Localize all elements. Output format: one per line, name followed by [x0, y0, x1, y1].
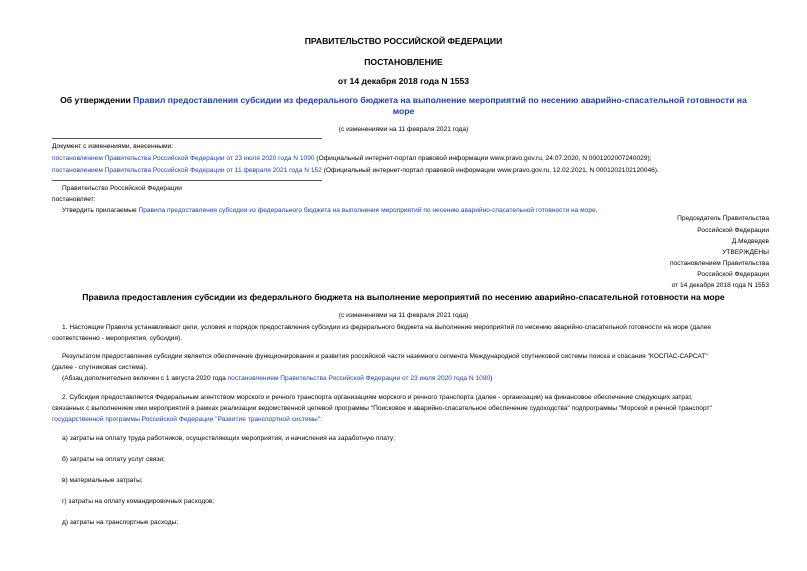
rules-paragraph-2-cont: (далее - спутниковая система). [52, 364, 148, 371]
amendment-link-1090[interactable]: постановлением Правительства Российской Федерации от 23 июля 2020 года N 1090 [52, 155, 315, 162]
approved-label: УТВЕРЖДЕНЫ [722, 249, 769, 256]
approve-paragraph [62, 207, 598, 214]
preamble-resolves: постановляет: [52, 196, 96, 203]
title-rules-link[interactable]: Правил предоставления субсидии из федерального бюджета на выполнение мероприятий по несению аварийно-спасательной готовности на [133, 95, 747, 105]
date-number-heading: от 14 декабря 2018 года N 1553 [337, 76, 470, 86]
rules-paragraph-2-note [62, 375, 492, 382]
list-item: г) затраты на оплату командировочных расходов; [62, 498, 215, 505]
rules-title: Правила предоставления субсидии из федерального бюджета на выполнение мероприятий по несению аварийно-спасательной готовности на море [82, 292, 725, 302]
approved-rf: Российской Федерации [697, 271, 769, 278]
approved-date: от 14 декабря 2018 года N 1553 [671, 282, 769, 289]
state-program-link[interactable]: государственной программы Российской Федерации "Развитие транспортной системы" [52, 416, 321, 423]
divider [52, 180, 322, 181]
amendment-item [52, 155, 652, 162]
rules-paragraph-3-cont: связанных с выполнением ими мероприятий в рамках реализации ведомственной целевой программы "Поисковое и аварийно-спасательное обеспечение судоходства" подпрограммы "Морской и речной транспорт" [52, 405, 712, 412]
rules-paragraph-1: 1. Настоящие Правила устанавливают цели, условия и порядок предоставления субсидии из федерального бюджета на выполнение мероприятий по несению аварийно-спасательной готовности на море (далее [62, 324, 712, 331]
doc-type-heading: ПОСТАНОВЛЕНИЕ [364, 57, 443, 67]
list-item: д) затраты на транспортные расходы; [62, 519, 179, 526]
government-heading: ПРАВИТЕЛЬСТВО РОССИЙСКОЙ ФЕДЕРАЦИИ [304, 36, 503, 46]
amendments-intro: Документ с изменениями, внесенными: [52, 143, 174, 150]
approve-prefix: Утвердить прилагаемые [62, 207, 139, 214]
program-suffix: : [320, 416, 322, 423]
approve-rules-link[interactable]: Правила предоставления субсидии из федерального бюджета на выполнение мероприятий по несению аварийно-спасательной готовности на море [138, 207, 596, 214]
signature-role-rf: Российской Федерации [697, 227, 769, 234]
note-suffix: ) [490, 375, 493, 382]
document-title-line2[interactable]: море [392, 106, 415, 116]
list-item: в) материальные затраты; [62, 477, 143, 484]
amendment-source: (Официальный интернет-портал правовой информации www.pravo.gov.ru, 12.02.2021, N 0001202102120046). [321, 167, 659, 174]
title-prefix: Об утверждении [60, 95, 134, 105]
signature-role: Председатель Правительства [677, 215, 769, 222]
note-prefix: (Абзац дополнительно включен с 1 августа 2020 года [62, 375, 228, 382]
rules-paragraph-3-program [52, 416, 322, 423]
note-link-1090[interactable]: постановлением Правительства Российской Федерации от 23 июля 2020 года N 1090 [227, 375, 491, 382]
preamble-government: Правительство Российской Федерации [62, 185, 182, 192]
rules-amended-note: (с изменениями на 11 февраля 2021 года) [338, 312, 469, 319]
document-title [0, 95, 807, 105]
signature-name: Д.Медведев [731, 238, 769, 245]
list-item: а) затраты на оплату труда работников, осуществляющих мероприятия, и начисления на заработную плату; [62, 435, 396, 442]
approved-by: постановлением Правительства [669, 260, 769, 267]
rules-paragraph-1-cont: соответственно - мероприятия, субсидия). [52, 335, 183, 342]
amendment-source: (Официальный интернет-портал правовой информации www.pravo.gov.ru, 24.07.2020, N 0001202007240029); [314, 155, 652, 162]
rules-paragraph-3: 2. Субсидия предоставляется Федеральным агентством морского и речного транспорта организациям морского и речного транспорта (далее - организации) на финансовое обеспечение следующих затрат, [62, 394, 693, 401]
amendment-item [52, 167, 659, 174]
rules-paragraph-2: Результатом предоставления субсидии является обеспечение функционирования и развития российской части наземного сегмента Международной спутниковой системы поиска и спасания "КОСПАС-САРСАТ" [62, 353, 708, 360]
amended-note: (с изменениями на 11 февраля 2021 года) [338, 126, 469, 133]
divider [52, 138, 322, 139]
approve-suffix: . [595, 207, 598, 214]
list-item: б) затраты на оплату услуг связи; [62, 456, 165, 463]
amendment-link-152[interactable]: постановлением Правительства Российской Федерации от 11 февраля 2021 года N 152 [52, 167, 322, 174]
